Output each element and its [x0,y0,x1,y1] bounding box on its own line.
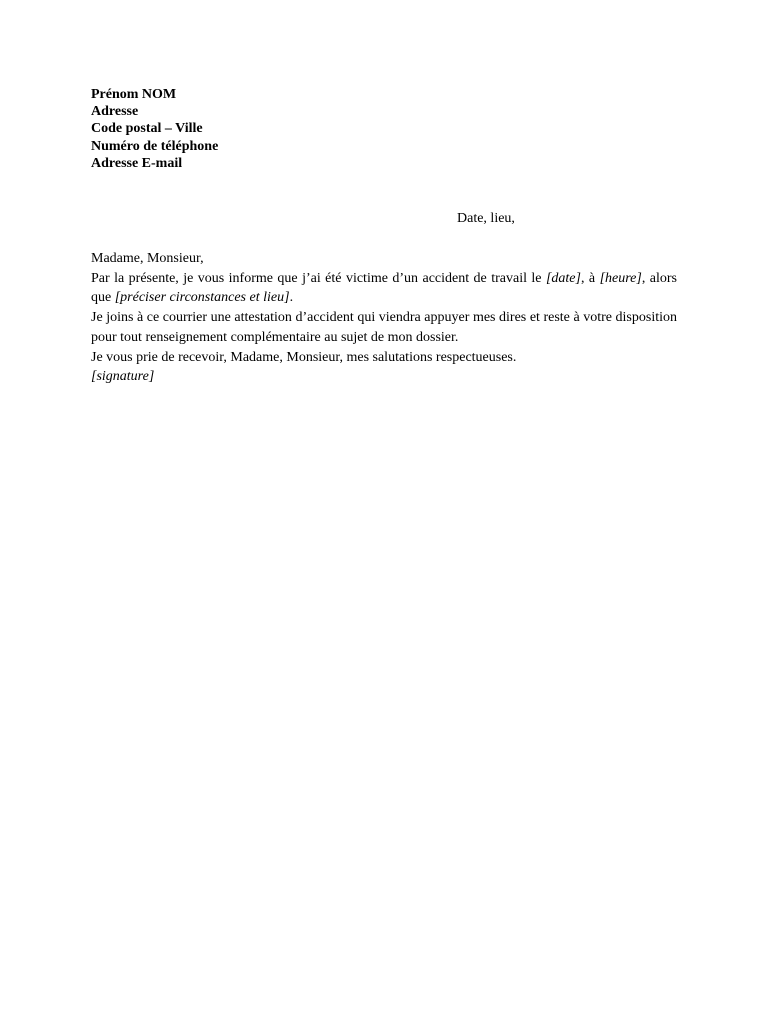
sender-block [91,86,491,172]
signature-placeholder: [signature] [91,369,155,385]
date-place: Date, lieu, [457,211,515,226]
paragraph-attestation: Je joins à ce courrier une attestation d’accident qui viendra appuyer mes dires et reste à votre disposition pour tout renseignement complémentaire au sujet de mon dossier. [91,310,677,345]
sender-email: Adresse E-mail [91,155,183,171]
placeholder-date: [date] [545,270,581,286]
paragraph-text: . [289,290,294,306]
sender-address: Adresse [91,104,139,120]
placeholder-circumstances: [préciser circonstances et lieu] [114,290,290,306]
letter-body [91,249,677,387]
paragraph-text: , alors que [91,270,678,306]
sender-postal-city: Code postal – Ville [91,121,203,137]
sender-name: Prénom NOM [91,87,177,102]
paragraph-accident [91,269,677,308]
paragraph-text: Par la présente, je vous informe que j’ai été victime d’un accident de travail le [91,270,546,286]
closing-formula: Je vous prie de recevoir, Madame, Monsieur, mes salutations respectueuses. [91,349,517,365]
sender-phone: Numéro de téléphone [91,138,219,154]
salutation: Madame, Monsieur, [91,251,204,266]
placeholder-hour: [heure] [599,270,642,286]
paragraph-text: , à [580,270,600,286]
